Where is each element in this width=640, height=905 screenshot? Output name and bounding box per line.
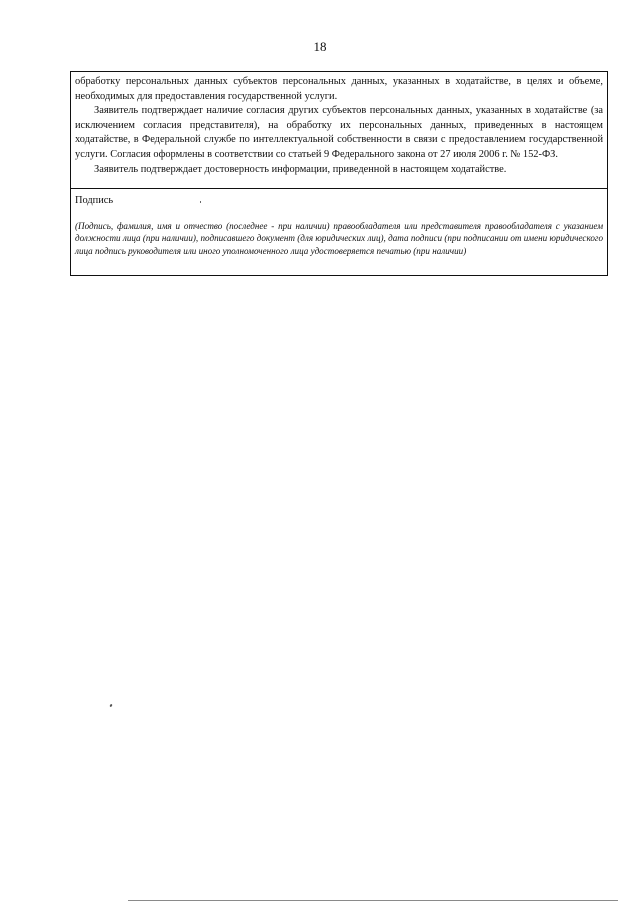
signature-note: (Подпись, фамилия, имя и отчество (последнее - при наличии) правообладателя или представителя правообладателя с указанием должности лица (при наличии), подписавшего документ (для юридических лиц), дата подписи (при подписании от имени юридического лица подпись руководителя или иного уполномоченного лица удостоверяется печатью (при наличии) <box>75 221 603 256</box>
consent-section <box>71 72 607 189</box>
form-table <box>70 71 608 276</box>
scan-speck <box>200 201 201 203</box>
consent-paragraph-2: Заявитель подтверждает наличие согласия других субъектов персональных данных, указанных в ходатайстве (за исключением согласия представителя), на обработку их персональных данных, приведенных в настоящем ходатайстве, в Федеральной службе по интеллектуальной собственности в связи с предоставлением государственной услуги. Согласия оформлены в соответствии со статьей 9 Федерального закона от 27 июля 2006 г. № 152-ФЗ. <box>75 105 603 160</box>
scan-bottom-edge <box>128 900 618 901</box>
consent-paragraph-1: обработку персональных данных субъектов персональных данных, указанных в ходатайстве, в целях и объеме, необходимых для предоставления государственной услуги. <box>75 76 603 102</box>
signature-label: Подпись <box>75 195 114 206</box>
consent-paragraph-3: Заявитель подтверждает достоверность информации, приведенной в настоящем ходатайстве. <box>94 163 507 175</box>
scan-speck <box>109 704 112 708</box>
signature-section <box>71 189 607 257</box>
page-number: 18 <box>313 39 327 54</box>
